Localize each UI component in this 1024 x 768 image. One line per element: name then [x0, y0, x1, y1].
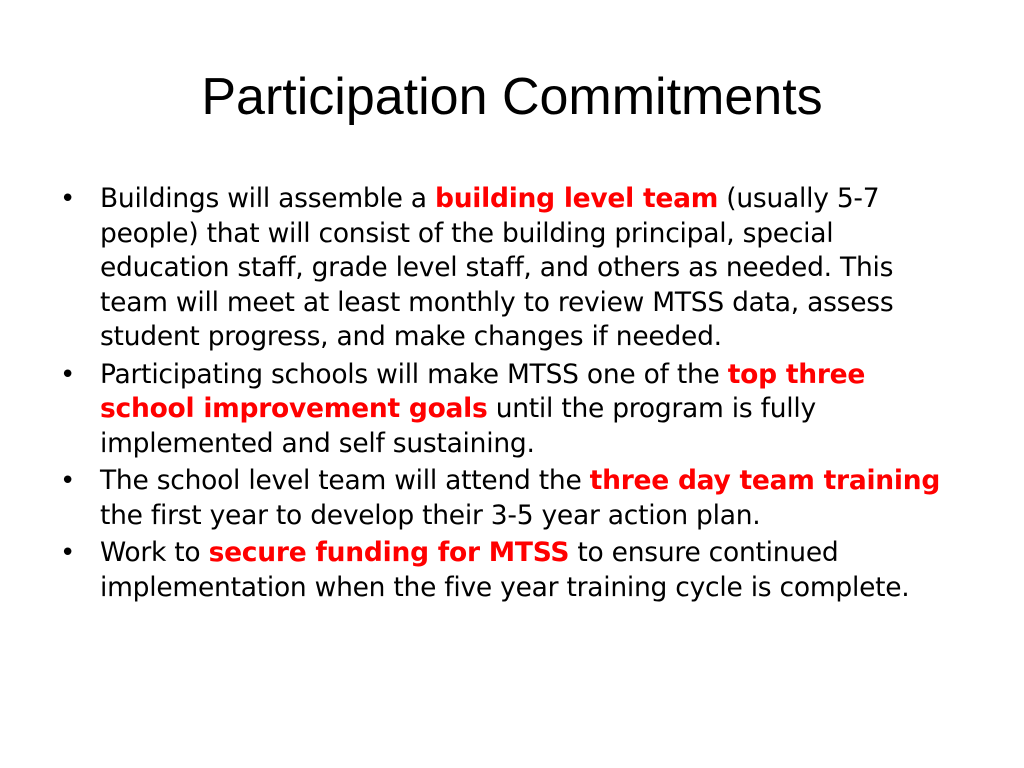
slide-title: Participation Commitments: [201, 68, 823, 126]
bullet-text: Work to: [100, 537, 209, 568]
highlight-text: secure funding for MTSS: [208, 537, 570, 568]
bullet-text: Buildings will assemble a: [100, 183, 435, 214]
bullet-icon: •: [60, 538, 76, 568]
bullet-icon: •: [60, 466, 76, 496]
bullet-text: until the program is fully implemented and self sustaining.: [100, 393, 816, 459]
bullet-text: Participating schools will make MTSS one of the: [100, 358, 728, 390]
bullet-text: the first year to develop their 3-5 year action plan.: [100, 499, 761, 531]
bullet-icon: •: [60, 359, 76, 390]
highlight-text: building level team: [434, 183, 719, 214]
bullet-item-1: [58, 182, 958, 355]
highlight-text: top three school improvement goals: [100, 358, 866, 424]
bullet-text: to ensure continued implementation when the five year training cycle is complete.: [100, 537, 910, 603]
bullet-text: (usually 5-7 people) that will consist of the building principal, special education staff, grade level staff, and others as needed. This team will meet at least monthly to review MTSS data, assess student progress, and make changes if needed.: [100, 183, 894, 352]
bullet-item-4: [58, 536, 958, 605]
bullet-item-2: [58, 358, 958, 462]
bullet-item-3: [58, 464, 958, 533]
bullet-list: [58, 182, 958, 608]
bullet-text: The school level team will attend the: [100, 465, 590, 496]
bullet-icon: •: [60, 184, 76, 214]
highlight-text: three day team training: [589, 465, 941, 496]
